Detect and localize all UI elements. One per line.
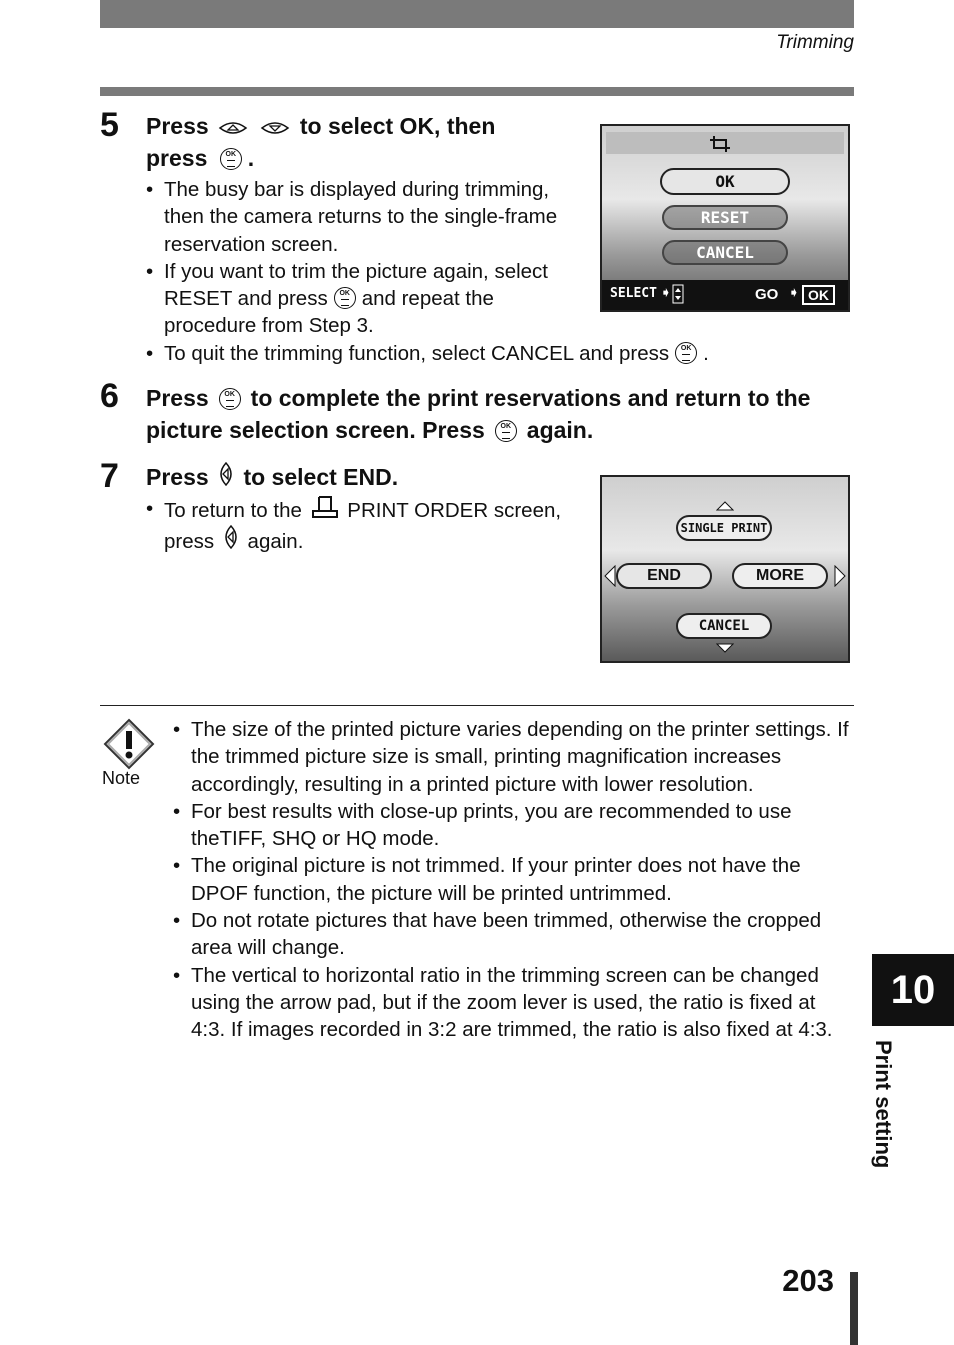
right-arrow-icon: ➧: [788, 284, 800, 300]
step-5-bullet-2: [146, 258, 586, 340]
ok-button-icon: [495, 420, 517, 442]
select-label: SELECT: [610, 286, 657, 301]
ok-button-icon: [675, 342, 697, 364]
left-triangle-icon: [604, 565, 616, 587]
step-7-number: 7: [100, 457, 119, 495]
step-6-number: 6: [100, 377, 119, 415]
screen-footer: [602, 280, 848, 310]
step-7-bullet-1-c: again.: [247, 530, 304, 554]
trim-icon: [708, 134, 734, 154]
step-5-bullet-3-a: To quit the trimming function, select CANCEL and press: [164, 342, 670, 365]
trim-menu-screenshot: [600, 124, 850, 312]
step-5-head-a: Press: [146, 113, 209, 139]
up-triangle-icon: [716, 501, 734, 511]
reset-option[interactable]: RESET: [662, 205, 788, 230]
right-triangle-icon: [834, 565, 846, 587]
step-6-a: Press: [146, 385, 209, 411]
up-down-icon: [672, 284, 684, 304]
note-item: • For best results with close-up prints, you are recommended to use theTIFF, SHQ or HQ mode.: [173, 798, 853, 853]
note-item: • The vertical to horizontal ratio in the trimming screen can be changed using the arrow pad, but if the zoom lever is used, the ratio is fixed at 4:3. If images recorded in 3:2 are trimmed, the ratio is also fixed at 4:3.: [173, 962, 853, 1044]
print-order-icon: [311, 495, 339, 519]
right-arrow-icon: ➧: [660, 284, 672, 300]
left-arrow-icon: [223, 524, 239, 550]
go-label: GO: [755, 286, 779, 303]
page-number-bar: [850, 1272, 858, 1345]
down-arrow-icon: [260, 120, 290, 136]
header-bar: [100, 0, 854, 28]
end-option[interactable]: END: [616, 563, 712, 589]
step-6-c: again.: [526, 417, 594, 443]
print-menu-screenshot: [600, 475, 850, 663]
section-rule: [100, 87, 854, 96]
more-option[interactable]: MORE: [732, 563, 828, 589]
step-6-b: to complete the print reservations and return to the picture selection screen. Press: [146, 385, 811, 443]
note-label: Note: [102, 768, 141, 788]
left-arrow-icon: [218, 461, 234, 487]
step-7-head-b: to select END.: [243, 464, 399, 490]
step-7-head-a: Press: [146, 464, 209, 490]
chapter-title-text: Print setting: [871, 1040, 896, 1169]
note-item: • Do not rotate pictures that have been trimmed, otherwise the cropped area will change.: [173, 907, 853, 962]
cancel-option[interactable]: CANCEL: [662, 240, 788, 265]
note-item: • The size of the printed picture varies depending on the printer settings. If the trimmed picture size is small, printing magnification increases accordingly, resulting in a printed picture with lower resolution.: [173, 716, 853, 798]
single-print-option[interactable]: SINGLE PRINT: [676, 515, 772, 541]
step-5-bullet-2-a: If you want to trim the picture again, select RESET and press: [164, 259, 548, 311]
note-list: [173, 716, 853, 1044]
step-7-bullets: [146, 495, 586, 556]
up-arrow-icon: [218, 120, 248, 136]
step-5-heading: [146, 110, 586, 174]
note-warning-icon: [103, 718, 155, 770]
ok-key-label: OK: [802, 285, 835, 305]
step-5-number: 5: [100, 106, 119, 144]
step-7-bullet-1: [146, 495, 586, 556]
step-5-bullet-3: [146, 340, 826, 367]
section-title: Trimming: [776, 32, 854, 53]
ok-option[interactable]: OK: [660, 168, 790, 195]
step-6-text: [146, 382, 856, 446]
step-5-bullet-2-b: and repeat the procedure from Step 3.: [164, 287, 494, 338]
step-7-bullet-1-b: PRINT ORDER screen, press: [164, 499, 562, 554]
step-5-bullet-3-b: .: [703, 342, 709, 365]
step-5-head-b: to select OK, then: [299, 113, 496, 139]
down-triangle-icon: [716, 643, 734, 653]
step-5-head-d: .: [247, 145, 255, 171]
step-5-bullet-1: • The busy bar is displayed during trimming, then the camera returns to the single-frame reservation screen.: [146, 176, 586, 258]
cancel-option[interactable]: CANCEL: [676, 613, 772, 639]
page-number: 203: [782, 1263, 834, 1298]
ok-button-icon: [219, 388, 241, 410]
chapter-tab: 10: [872, 954, 954, 1026]
chapter-title: [856, 1040, 916, 1190]
note-item: • The original picture is not trimmed. If your printer does not have the DPOF function, the picture will be printed untrimmed.: [173, 852, 853, 907]
step-5-bullets: [146, 176, 586, 340]
step-5-head-c: press: [146, 145, 208, 171]
step-7-heading: [146, 461, 586, 493]
step-7-bullet-1-a: To return to the: [164, 499, 302, 522]
note-divider: [100, 705, 854, 706]
ok-button-icon: [334, 287, 356, 309]
ok-button-icon: [220, 148, 242, 170]
